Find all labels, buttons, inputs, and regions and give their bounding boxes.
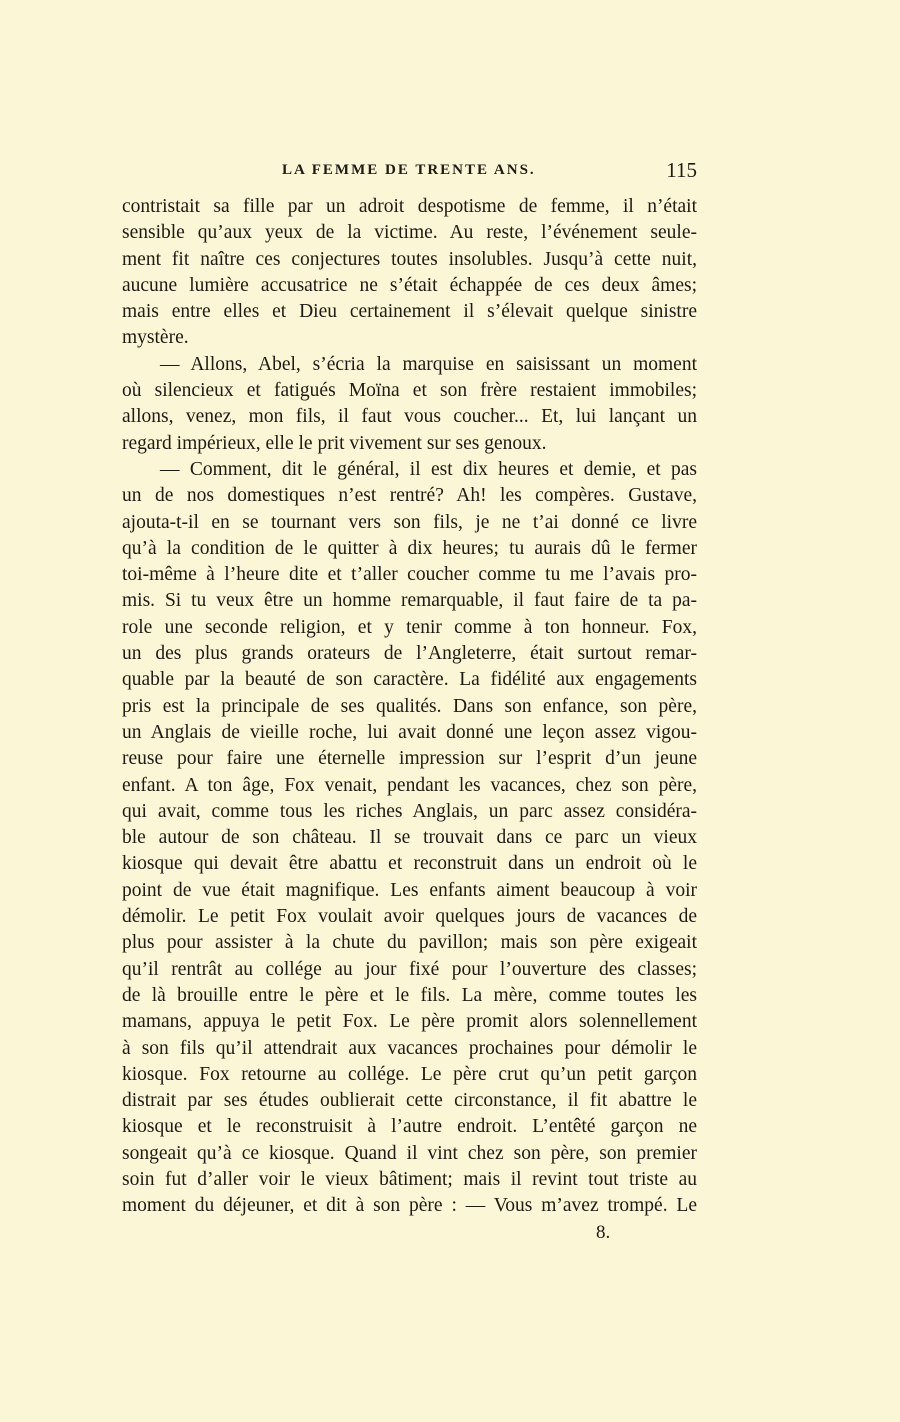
text-line: songeait qu’à ce kiosque. Quand il vint chez son père, son premier (122, 1142, 697, 1164)
text-line: un des plus grands orateurs de l’Angleterre, était surtout remar- (122, 643, 697, 665)
running-title: LA FEMME DE TRENTE ANS. (282, 162, 536, 178)
text-line: de là brouille entre le père et le fils. La mère, comme toutes les (122, 984, 697, 1006)
text-line: — Comment, dit le général, il est dix heures et demie, et pas (160, 458, 697, 480)
text-line: mais entre elles et Dieu certainement il s’élevait quelque sinistre (122, 301, 697, 323)
text-line: démolir. Le petit Fox voulait avoir quelques jours de vacances de (122, 906, 697, 928)
text-line: toi-même à l’heure dite et t’aller coucher comme tu me l’avais pro- (122, 564, 697, 586)
text-line: kiosque qui devait être abattu et reconstruit dans un endroit où le (122, 853, 697, 875)
text-line: mystère. (122, 327, 189, 349)
text-line: qu’à la condition de le quitter à dix heures; tu aurais dû le fermer (122, 537, 697, 559)
text-line: regard impérieux, elle le prit vivement sur ses genoux. (122, 432, 547, 454)
text-line: pris est la principale de ses qualités. Dans son enfance, son père, (122, 695, 697, 717)
text-line: enfant. A ton âge, Fox venait, pendant les vacances, chez son père, (122, 774, 697, 796)
text-line: contristait sa fille par un adroit despotisme de femme, il n’était (122, 196, 697, 217)
text-line: distrait par ses études oublierait cette circonstance, il fit abattre le (122, 1090, 697, 1112)
text-line: ajouta-t-il en se tournant vers son fils, je ne t’ai donné ce livre (122, 511, 697, 533)
text-line: allons, venez, mon fils, il faut vous coucher... Et, lui lançant un (122, 406, 697, 428)
text-line: aucune lumière accusatrice ne s’était échappée de ces deux âmes; (122, 274, 697, 296)
text-line: role une seconde religion, et y tenir comme à ton honneur. Fox, (122, 616, 697, 638)
text-line: qu’il rentrât au collége au jour fixé pour l’ouverture des classes; (122, 958, 697, 980)
text-line: qui avait, comme tous les riches Anglais, un parc assez considéra- (122, 800, 697, 822)
text-line: ble autour de son château. Il se trouvait dans ce parc un vieux (122, 827, 697, 849)
text-line: à son fils qu’il attendrait aux vacances prochaines pour démolir le (122, 1037, 697, 1059)
text-line: kiosque et le reconstruisit à l’autre endroit. L’entêté garçon ne (122, 1116, 697, 1138)
page-number: 115 (666, 158, 697, 182)
text-line: point de vue était magnifique. Les enfants aiment beaucoup à voir (122, 879, 697, 901)
text-line: soin fut d’aller voir le vieux bâtiment; mais il revint tout triste au (122, 1168, 697, 1190)
text-line: un Anglais de vieille roche, lui avait donné une leçon assez vigou- (122, 721, 697, 743)
text-line: où silencieux et fatigués Moïna et son frère restaient immobiles; (122, 380, 697, 402)
text-line: mamans, appuya le petit Fox. Le père promit alors solennellement (122, 1011, 697, 1033)
text-line: plus pour assister à la chute du pavillon; mais son père exigeait (122, 932, 697, 954)
running-header (122, 160, 697, 186)
text-line: ment fit naître ces conjectures toutes insolubles. Jusqu’à cette nuit, (122, 248, 697, 270)
body-text (122, 194, 697, 1220)
text-line: un de nos domestiques n’est rentré? Ah! les compères. Gustave, (122, 485, 697, 507)
text-line: mis. Si tu veux être un homme remarquable, il faut faire de ta pa- (122, 590, 697, 612)
signature-mark: 8. (596, 1222, 611, 1243)
text-line: kiosque. Fox retourne au collége. Le père crut qu’un petit garçon (122, 1063, 697, 1085)
text-line: sensible qu’aux yeux de la victime. Au reste, l’événement seule- (122, 222, 697, 244)
text-line: — Allons, Abel, s’écria la marquise en saisissant un moment (160, 353, 697, 375)
text-line: quable par la beauté de son caractère. La fidélité aux engagements (122, 669, 697, 691)
text-line: moment du déjeuner, et dit à son père : — Vous m’avez trompé. Le (122, 1195, 697, 1217)
text-line: reuse pour faire une éternelle impression sur l’esprit d’un jeune (122, 748, 697, 770)
